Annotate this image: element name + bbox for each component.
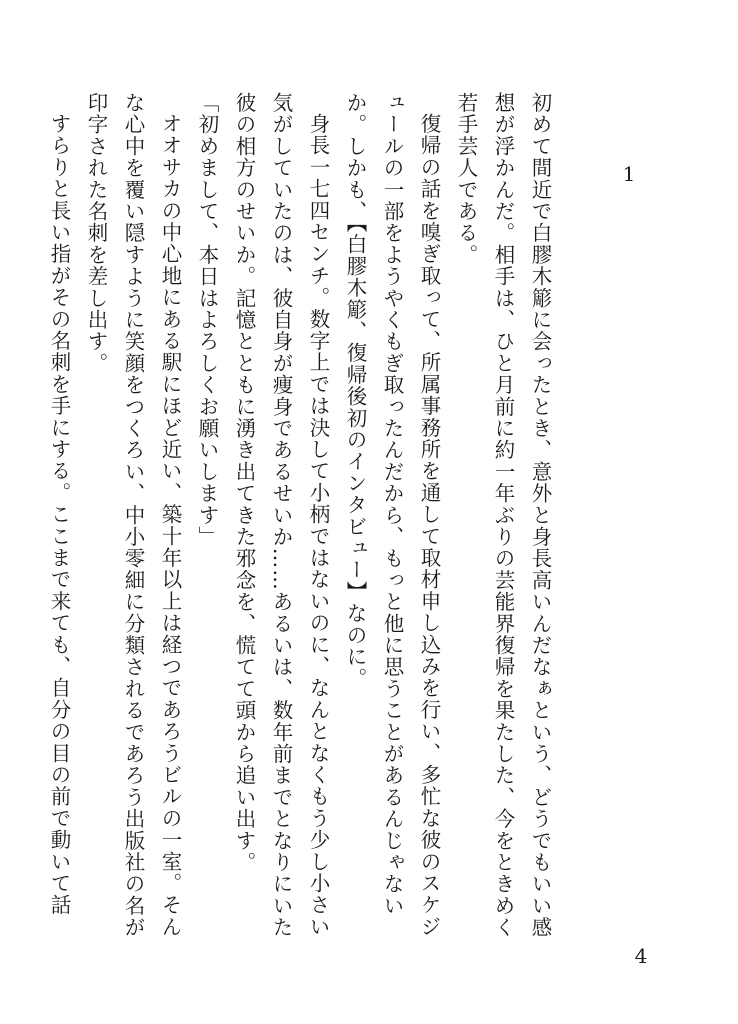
novel-body-text [47, 92, 558, 952]
dialogue-paragraph: 「初めまして、本日はよろしくお願いします」 [195, 92, 219, 548]
paragraph: 初めて間近で白膠木簓に会ったとき、意外と身長高いんだなぁという、どうでもいい感想が浮かんだ。相手は、ひと月前に約一年ぶりの芸能界復帰を果たした、今をときめく若手芸人である。 [454, 92, 552, 939]
paragraph: すらりと長い指がその名刺を手にする。ここまで来ても、自分の目の前で動いて話 [47, 112, 71, 916]
chapter-number: 1 [622, 162, 636, 186]
paragraph: 身長一七四センチ。数字上では決して小柄ではないのに、なんとなくもう少し小さい気がしていたのは、彼自身が痩身であるせいか……あるいは、数年前までとなりにいた彼の相方のせいか。記憶とともに湧き出てきた邪念を、慌てて頭から追い出す。 [232, 92, 330, 939]
paragraph: 復帰の話を嗅ぎ取って、所属事務所を通して取材申し込みを行い、多忙な彼のスケジュールの一部をようやくもぎ取ったんだから、もっと他に思うことがあるんじゃないか。しかも、【白膠木簓、復帰後初のインタビュー】なのに。 [343, 92, 441, 938]
paragraph: オオサカの中心地にある駅にほど近い、築十年以上は経つであろうビルの一室。そんな心中を覆い隠すように笑顔をつくろい、中小零細に分類されるであろう出版社の名が印字された名刺を差し出す。 [84, 92, 182, 939]
page-number: 4 [634, 944, 648, 968]
